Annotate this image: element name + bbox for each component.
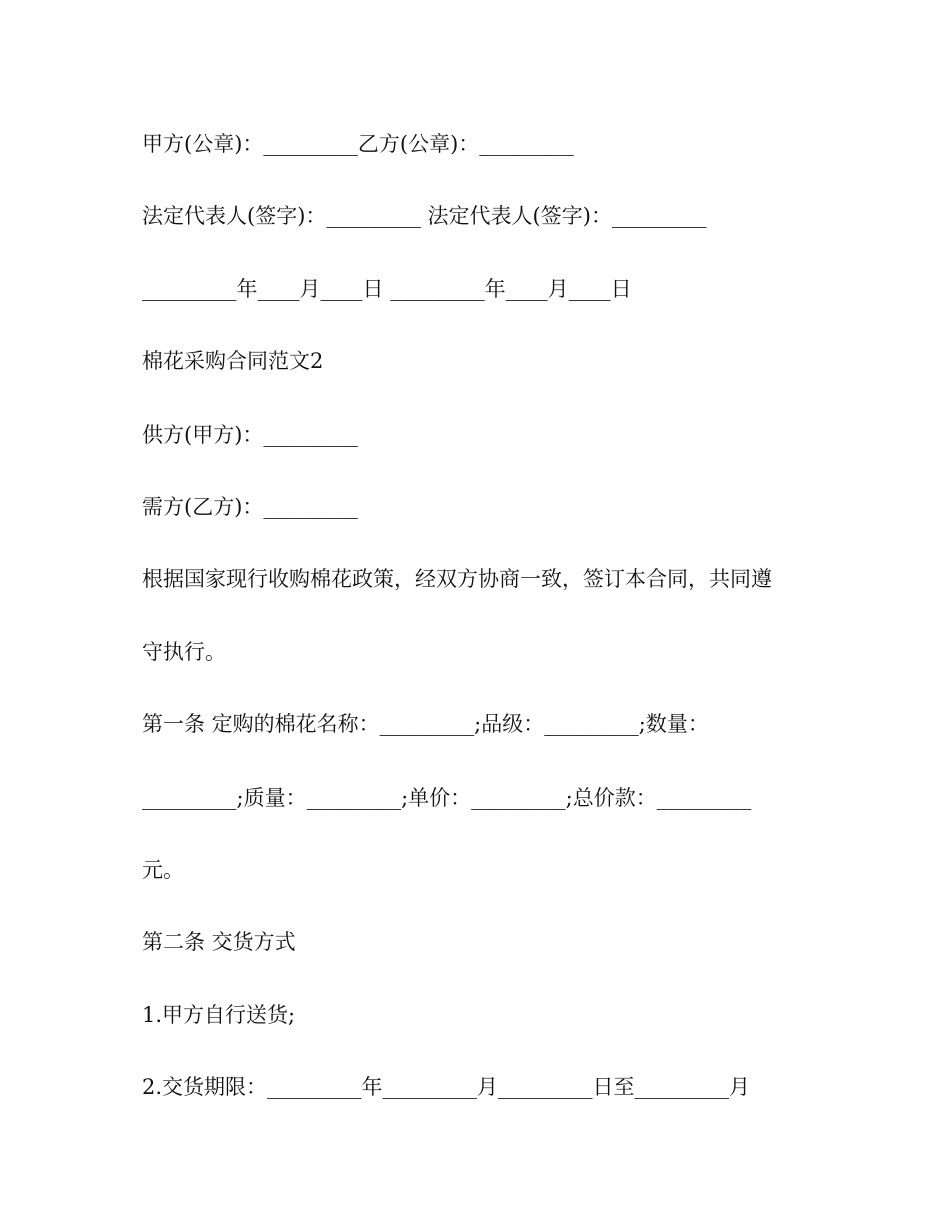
article-1-line-2: _________;质量：_________;单价：_________;总价款：_________ [142,786,752,810]
preamble-line-1: 根据国家现行收购棉花政策，经双方协商一致，签订本合同，共同遵 [142,567,772,591]
article-2-item-1: 1.甲方自行送货; [142,1003,296,1027]
supplier-line: 供方(甲方)：_________ [142,423,358,447]
party-seal-line: 甲方(公章)：_________乙方(公章)：_________ [142,132,574,156]
date-line: _________年____月____日 _________年____月____日 [142,277,632,301]
article-1-line-3: 元。 [142,858,184,882]
article-2-item-2: 2.交货期限：_________年_________月_________日至_________月 [142,1075,751,1099]
article-1-line-1: 第一条 定购的棉花名称：_________;品级：_________;数量： [142,712,709,736]
article-2-title: 第二条 交货方式 [142,930,296,954]
preamble-line-2: 守执行。 [142,640,226,664]
section-title: 棉花采购合同范文2 [142,349,324,373]
legal-representative-line: 法定代表人(签字)：_________ 法定代表人(签字)：_________ [142,204,707,228]
buyer-line: 需方(乙方)：_________ [142,495,358,519]
